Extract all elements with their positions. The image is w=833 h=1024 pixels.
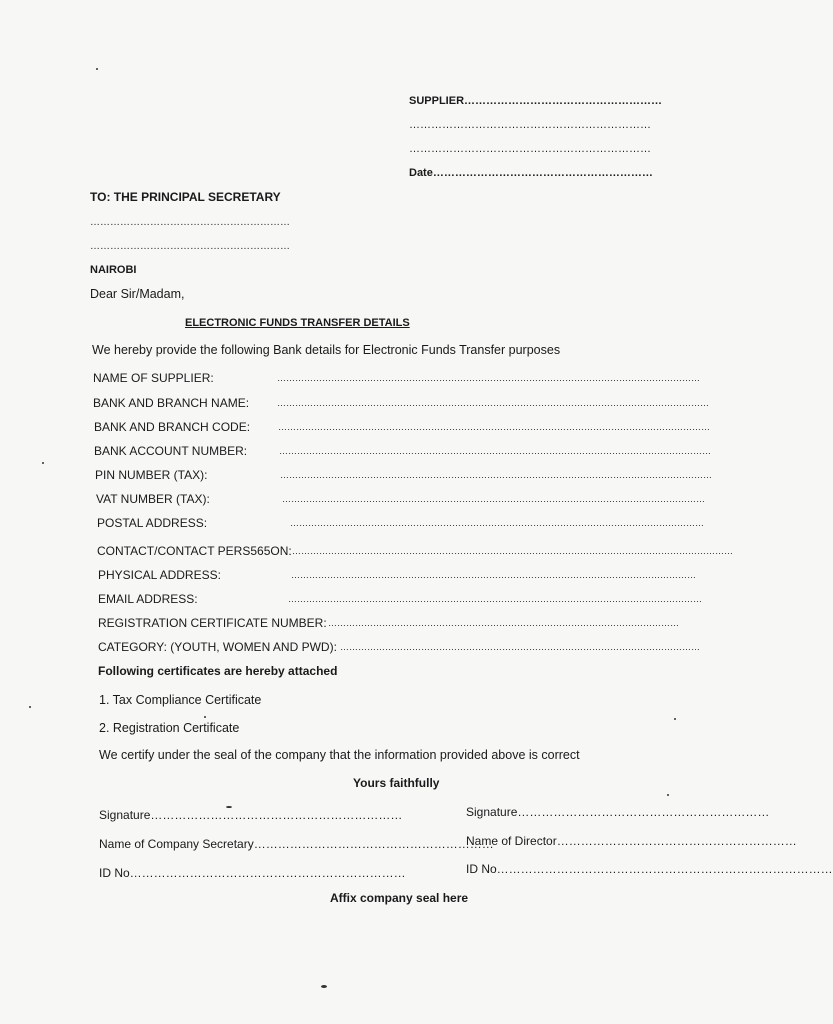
field-blank[interactable]: ………………………………………………………………………………………………………… [340, 642, 700, 652]
scan-speck [204, 716, 206, 718]
date-line: Date…………………………………………………… [409, 167, 653, 179]
supplier-address-line-2: ………………………………………………………… [409, 143, 651, 155]
seal-note: Affix company seal here [330, 891, 469, 905]
field-label: BANK AND BRANCH CODE: [94, 420, 251, 434]
field-blank[interactable]: ……………………………………………………………………………………………………………………………… [280, 470, 712, 480]
field-label: BANK ACCOUNT NUMBER: [94, 444, 248, 458]
addressee-city: NAIROBI [90, 264, 137, 276]
addressee-line-2: …………………………………………………… [90, 241, 290, 252]
form-heading: ELECTRONIC FUNDS TRANSFER DETAILS [185, 317, 410, 329]
scan-speck [667, 794, 669, 796]
scan-speck [42, 462, 44, 464]
addressee-to: TO: THE PRINCIPAL SECRETARY [90, 190, 281, 204]
certificate-item: 1. Tax Compliance Certificate [99, 693, 262, 707]
field-label: REGISTRATION CERTIFICATE NUMBER: [98, 616, 327, 630]
field-label: EMAIL ADDRESS: [98, 592, 198, 606]
field-label: BANK AND BRANCH NAME: [93, 396, 250, 410]
field-blank[interactable]: ……………………………………………………………………………………………………………………………… [278, 422, 710, 432]
field-blank[interactable]: ……………………………………………………………………………………………………………………………… [277, 398, 709, 408]
field-label: NAME OF SUPPLIER: [93, 371, 214, 385]
scan-speck [29, 706, 31, 708]
secretary-id-line[interactable]: ID No…………………………………………………………… [99, 866, 406, 880]
scan-speck [226, 806, 232, 808]
director-id-line[interactable]: ID No………………………………………………………………………… [466, 862, 833, 876]
director-signature-line[interactable]: Signature……………………………………………………… [466, 805, 770, 819]
supplier-line: SUPPLIER……………………………………………… [409, 95, 663, 107]
field-blank[interactable]: ……………………………………………………………………………………………………… [328, 618, 679, 628]
field-blank[interactable]: ………………………………………………………………………………………………………………………………… [292, 546, 733, 556]
salutation: Dear Sir/Madam, [90, 287, 185, 301]
secretary-signature-line[interactable]: Signature……………………………………………………… [99, 808, 403, 822]
field-blank[interactable]: …………………………………………………………………………………………………………………………… [282, 494, 705, 504]
director-name-line[interactable]: Name of Director…………………………………………………… [466, 834, 797, 848]
field-label: CATEGORY: (YOUTH, WOMEN AND PWD): [98, 640, 337, 654]
certify-statement: We certify under the seal of the company that the information provided above is correct [99, 748, 580, 762]
field-label: CONTACT/CONTACT PERS565ON: [97, 544, 292, 558]
field-blank[interactable]: …………………………………………………………………………………………………………………………… [277, 373, 700, 383]
scan-speck [321, 985, 327, 988]
field-blank[interactable]: ………………………………………………………………………………………………………………………… [288, 594, 702, 604]
field-label: VAT NUMBER (TAX): [96, 492, 210, 506]
addressee-line-1: …………………………………………………… [90, 217, 290, 228]
field-blank[interactable]: ……………………………………………………………………………………………………………………………… [279, 446, 711, 456]
intro-text: We hereby provide the following Bank details for Electronic Funds Transfer purposes [92, 343, 561, 357]
field-label: PIN NUMBER (TAX): [95, 468, 208, 482]
supplier-address-line-1: ………………………………………………………… [409, 119, 651, 131]
field-label: POSTAL ADDRESS: [97, 516, 208, 530]
field-blank[interactable]: ……………………………………………………………………………………………………………………… [291, 570, 696, 580]
scan-speck [674, 718, 676, 720]
field-label: PHYSICAL ADDRESS: [98, 568, 221, 582]
field-blank[interactable]: ………………………………………………………………………………………………………………………… [290, 518, 704, 528]
certificate-item: 2. Registration Certificate [99, 721, 240, 735]
company-secretary-name-line[interactable]: Name of Company Secretary…………………………………………………… [99, 837, 494, 851]
scan-speck [96, 68, 98, 70]
closing: Yours faithfully [353, 776, 440, 790]
certificates-heading: Following certificates are hereby attached [98, 664, 338, 678]
